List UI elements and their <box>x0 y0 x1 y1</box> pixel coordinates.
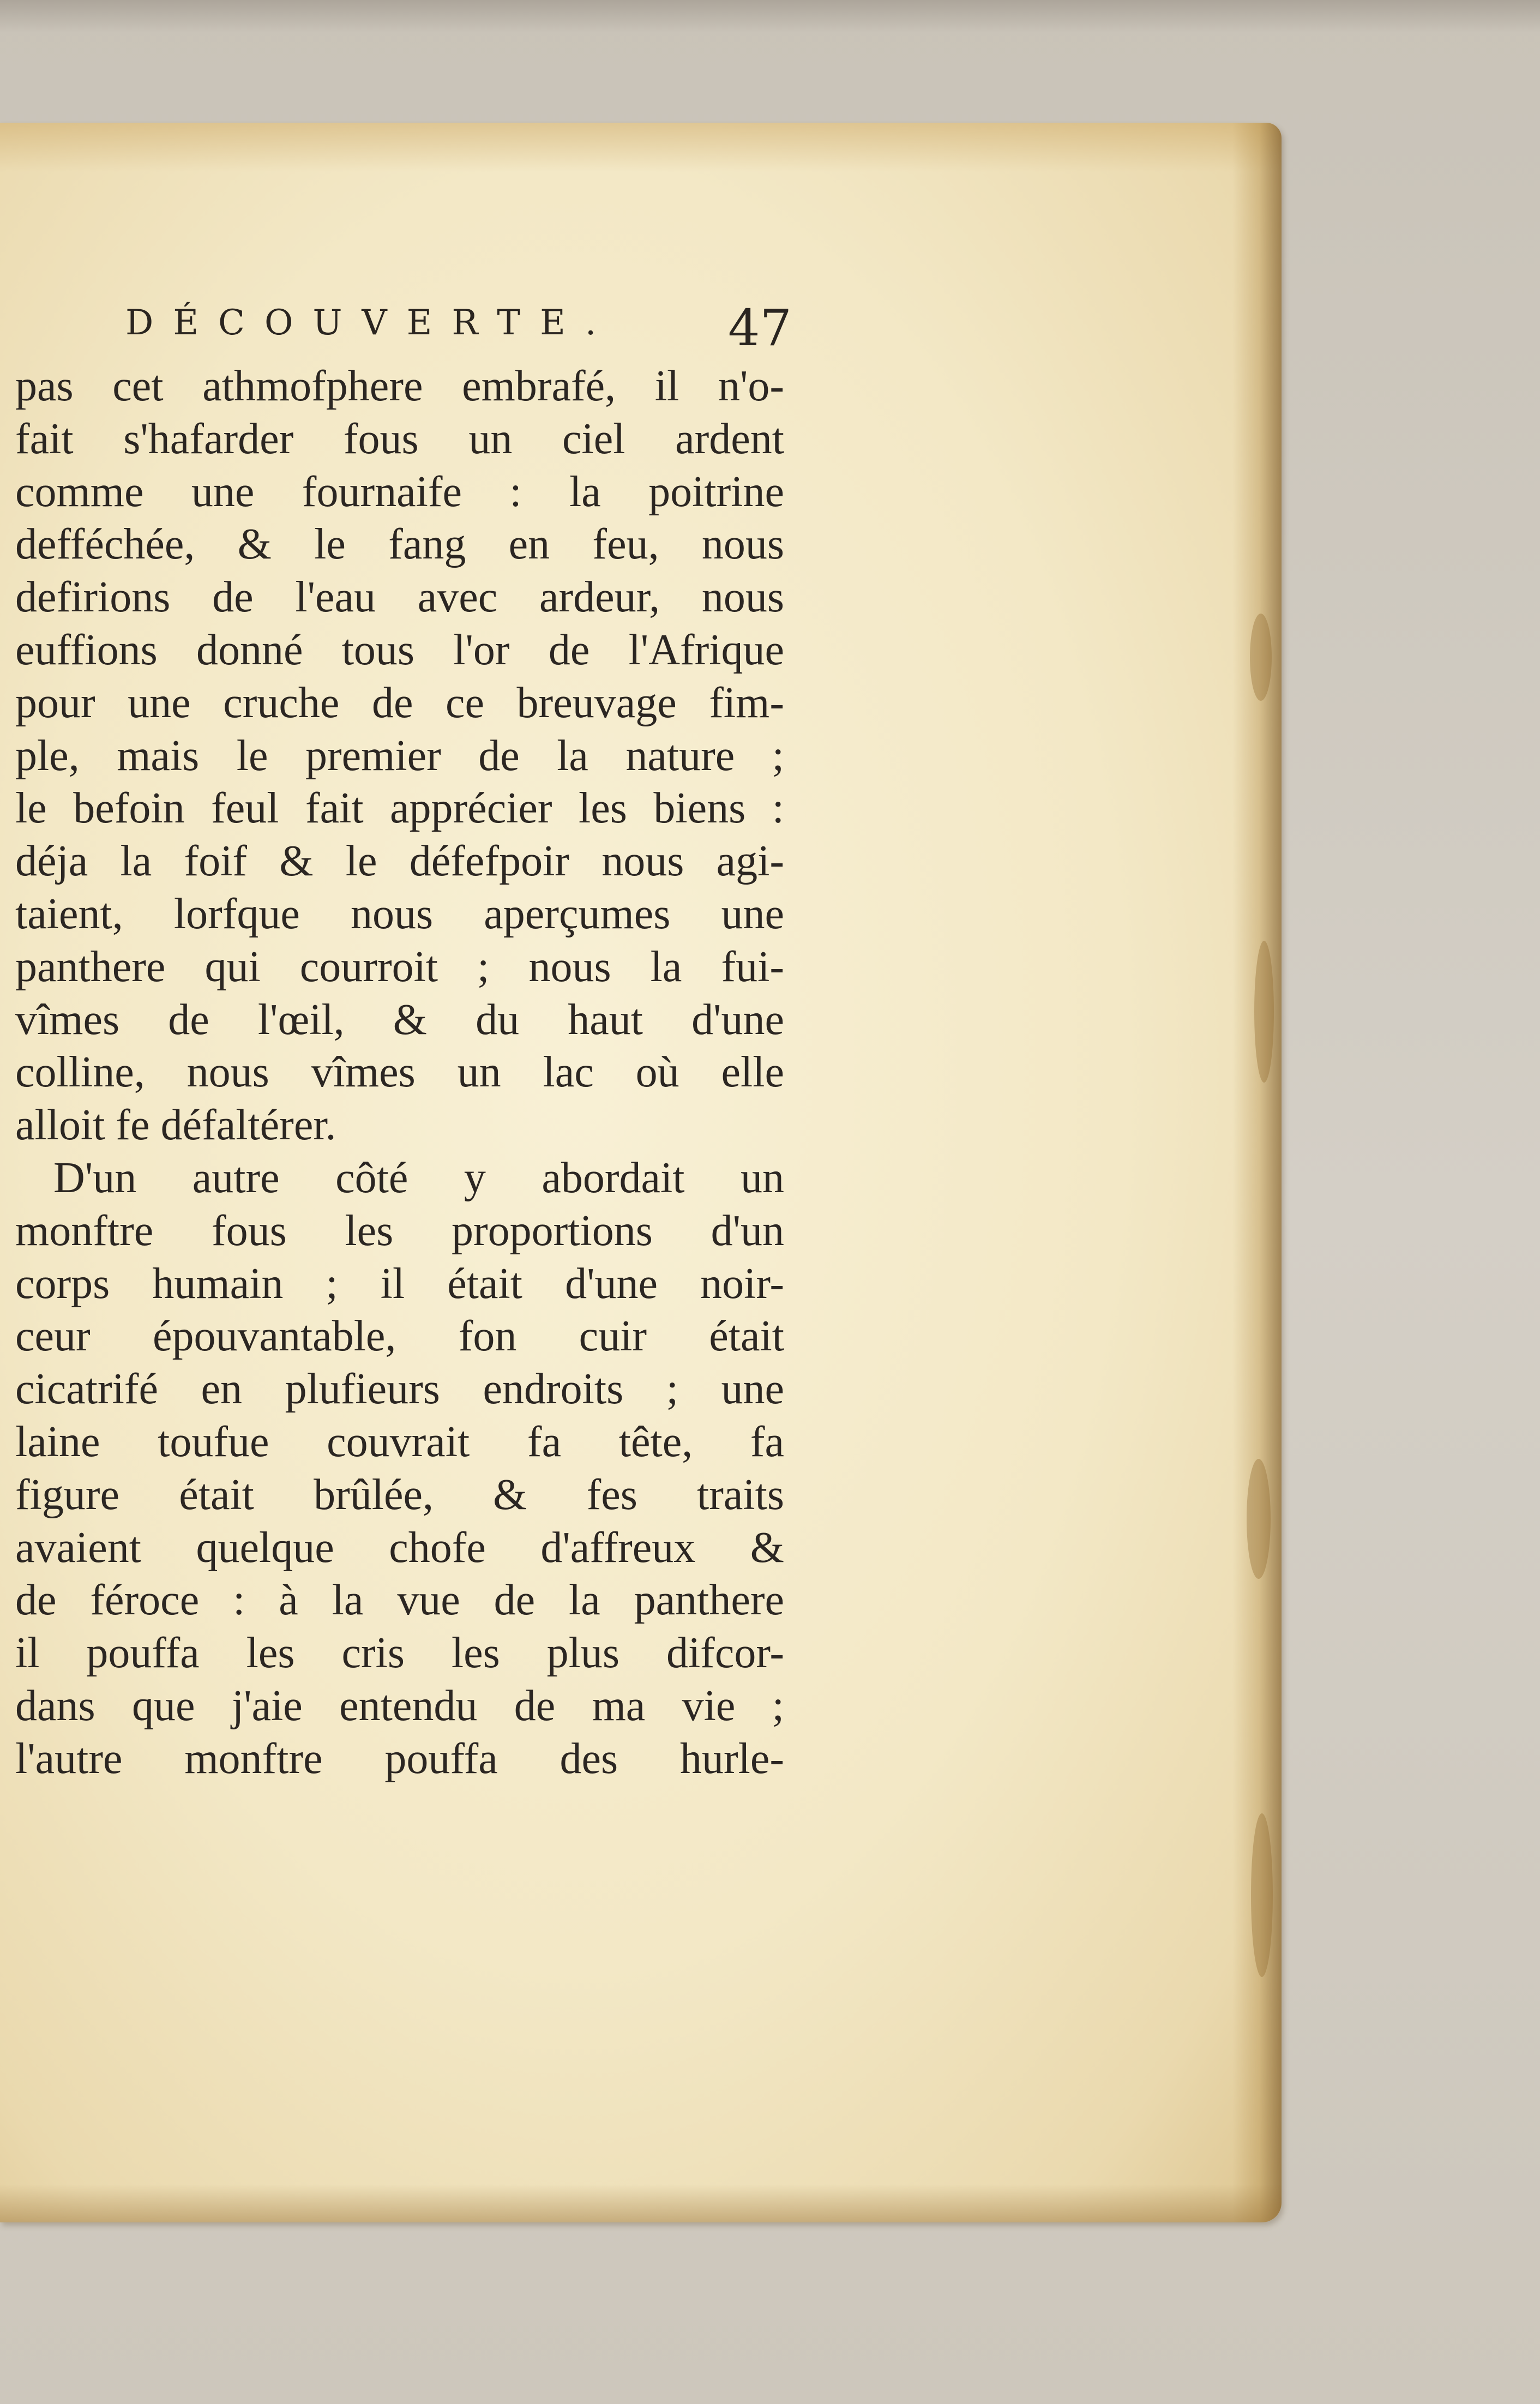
foxing-stain <box>1247 1459 1271 1579</box>
text-line: colline, nous vîmes un lac où elle <box>15 1048 784 1097</box>
text-line: ceur épouvantable, fon cuir était <box>15 1312 784 1361</box>
scan-top-shadow <box>0 0 1540 33</box>
foxing-stain <box>1250 614 1272 701</box>
text-line: l'autre monftre pouffa des hurle- <box>15 1734 784 1783</box>
text-line: monftre fous les proportions d'un <box>15 1206 784 1255</box>
page-top-edge <box>0 123 1282 172</box>
text-line: comme une fournaife : la poitrine <box>15 467 784 516</box>
text-line: corps humain ; il était d'une noir- <box>15 1259 784 1308</box>
text-line: le befoin feul fait apprécier les biens : <box>15 784 784 833</box>
text-line: cicatrifé en plufieurs endroits ; une <box>15 1365 784 1414</box>
text-line: D'un autre côté y abordait un <box>53 1153 784 1202</box>
text-line: figure était brûlée, & fes traits <box>15 1470 784 1519</box>
text-line: fait s'hafarder fous un ciel ardent <box>15 414 784 463</box>
text-line: taient, lorfque nous aperçumes une <box>15 890 784 938</box>
text-line: alloit fe défaltérer. <box>15 1101 336 1150</box>
text-line: dans que j'aie entendu de ma vie ; <box>15 1681 784 1730</box>
text-line: vîmes de l'œil, & du haut d'une <box>15 995 784 1044</box>
text-line: defféchée, & le fang en feu, nous <box>15 520 784 569</box>
page-bottom-edge <box>0 2184 1282 2222</box>
text-line: pour une cruche de ce breuvage fim- <box>15 678 784 727</box>
text-line: euffions donné tous l'or de l'Afrique <box>15 626 784 674</box>
foxing-stain <box>1251 1813 1273 1977</box>
text-line: avaient quelque chofe d'affreux & <box>15 1523 784 1572</box>
body-text <box>15 360 784 1786</box>
text-line: il pouffa les cris les plus difcor- <box>15 1629 784 1678</box>
text-line: defirions de l'eau avec ardeur, nous <box>15 573 784 622</box>
text-line: panthere qui courroit ; nous la fui- <box>15 942 784 991</box>
text-line: pas cet athmofphere embrafé, il n'o- <box>15 362 784 410</box>
text-line: de féroce : à la vue de la panthere <box>15 1576 784 1625</box>
text-line: déja la foif & le défefpoir nous agi- <box>15 837 784 886</box>
text-line: laine toufue couvrait fa tête, fa <box>15 1417 784 1466</box>
running-head: DÉCOUVERTE. <box>125 303 616 343</box>
text-line: ple, mais le premier de la nature ; <box>15 731 784 780</box>
page-number: 47 <box>728 299 792 357</box>
foxing-stain <box>1254 941 1274 1083</box>
